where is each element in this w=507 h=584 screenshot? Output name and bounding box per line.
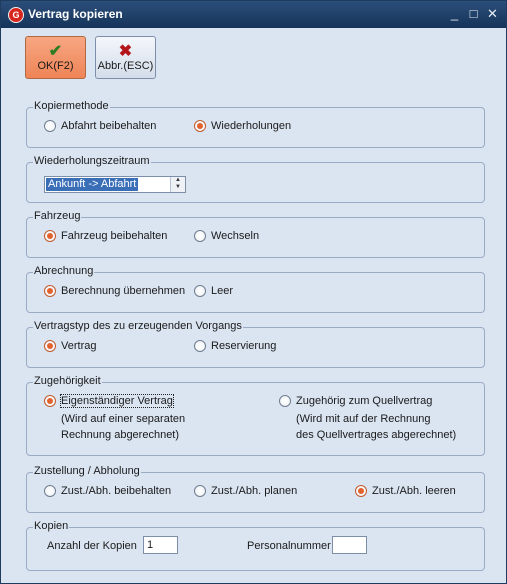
cross-icon: ✖ bbox=[118, 43, 133, 60]
radio-label: Leer bbox=[211, 285, 234, 297]
radio-label: Wechseln bbox=[211, 230, 260, 242]
radio-zust-leeren[interactable] bbox=[355, 485, 456, 497]
radio-zugehoerig-quellvertrag[interactable] bbox=[279, 395, 432, 407]
radio-indicator bbox=[44, 395, 56, 407]
radio-indicator bbox=[194, 340, 206, 352]
ok-button[interactable] bbox=[25, 36, 86, 79]
radio-indicator bbox=[194, 230, 206, 242]
radio-indicator bbox=[194, 285, 206, 297]
radio-vertrag[interactable] bbox=[44, 340, 96, 352]
spin-arrows-icon[interactable]: ▲ ▼ bbox=[170, 177, 185, 192]
vertragstyp-title: Vertragstyp des zu erzeugenden Vorgangs bbox=[34, 320, 242, 332]
radio-indicator bbox=[194, 485, 206, 497]
title-bar[interactable] bbox=[1, 1, 506, 28]
radio-label: Abfahrt beibehalten bbox=[61, 120, 157, 132]
radio-label: Berechnung übernehmen bbox=[61, 285, 186, 297]
radio-fahrzeug-beibehalten[interactable] bbox=[44, 230, 167, 242]
window-title: Vertrag kopieren bbox=[28, 7, 123, 21]
minimize-icon[interactable]: _ bbox=[450, 6, 459, 21]
radio-label: Fahrzeug beibehalten bbox=[61, 230, 168, 242]
radio-indicator bbox=[44, 230, 56, 242]
radio-indicator bbox=[355, 485, 367, 497]
zustellung-title: Zustellung / Abholung bbox=[34, 465, 140, 477]
zugehoerig-note-line-1: (Wird mit auf der Rechnung bbox=[296, 413, 431, 425]
eigenstaendig-note-line-1: (Wird auf einer separaten bbox=[61, 413, 186, 425]
radio-label: Vertrag bbox=[61, 340, 97, 352]
radio-eigenstaendiger-vertrag[interactable] bbox=[44, 395, 173, 407]
wiederholungszeitraum-select[interactable] bbox=[44, 176, 186, 193]
maximize-icon[interactable]: □ bbox=[469, 6, 478, 21]
anzahl-kopien-input[interactable]: 1 bbox=[143, 536, 178, 554]
radio-indicator bbox=[44, 285, 56, 297]
radio-leer[interactable] bbox=[194, 285, 233, 297]
radio-reservierung[interactable] bbox=[194, 340, 276, 352]
radio-wiederholungen[interactable] bbox=[194, 120, 291, 132]
select-value: Ankunft -> Abfahrt bbox=[48, 178, 137, 190]
anzahl-kopien-label: Anzahl der Kopien bbox=[47, 540, 137, 552]
cancel-button-label: Abbr.(ESC) bbox=[97, 60, 154, 72]
radio-indicator bbox=[194, 120, 206, 132]
close-icon[interactable]: ✕ bbox=[487, 6, 498, 21]
zugehoerig-note-line-2: des Quellvertrages abgerechnet) bbox=[296, 429, 457, 441]
radio-indicator bbox=[44, 340, 56, 352]
radio-abfahrt-beibehalten[interactable] bbox=[44, 120, 156, 132]
radio-indicator bbox=[44, 120, 56, 132]
personalnummer-label: Personalnummer bbox=[247, 540, 331, 552]
radio-label: Wiederholungen bbox=[211, 120, 292, 132]
checkmark-icon: ✔ bbox=[48, 43, 63, 60]
radio-label: Zust./Abh. planen bbox=[211, 485, 298, 497]
zugehoerigkeit-title: Zugehörigkeit bbox=[34, 375, 101, 387]
radio-berechnung-uebernehmen[interactable] bbox=[44, 285, 185, 297]
personalnummer-input[interactable] bbox=[332, 536, 367, 554]
radio-wechseln[interactable] bbox=[194, 230, 259, 242]
radio-label: Zust./Abh. leeren bbox=[372, 485, 456, 497]
eigenstaendig-note-line-2: Rechnung abgerechnet) bbox=[61, 429, 180, 441]
radio-label: Zugehörig zum Quellvertrag bbox=[296, 395, 433, 407]
kopien-title: Kopien bbox=[34, 520, 69, 532]
radio-indicator bbox=[279, 395, 291, 407]
wiederholungszeitraum-title: Wiederholungszeitraum bbox=[34, 155, 150, 167]
fahrzeug-title: Fahrzeug bbox=[34, 210, 81, 222]
ok-button-label: OK(F2) bbox=[37, 60, 74, 72]
radio-zust-planen[interactable] bbox=[194, 485, 297, 497]
radio-label: Eigenständiger Vertrag bbox=[61, 395, 173, 407]
app-logo-icon: G bbox=[8, 7, 24, 23]
radio-label: Reservierung bbox=[211, 340, 277, 352]
radio-indicator bbox=[44, 485, 56, 497]
radio-label: Zust./Abh. beibehalten bbox=[61, 485, 172, 497]
cancel-button[interactable] bbox=[95, 36, 156, 79]
abrechnung-title: Abrechnung bbox=[34, 265, 94, 277]
dialog-body bbox=[7, 28, 499, 576]
radio-zust-beibehalten[interactable] bbox=[44, 485, 171, 497]
kopiermethode-title: Kopiermethode bbox=[34, 100, 109, 112]
